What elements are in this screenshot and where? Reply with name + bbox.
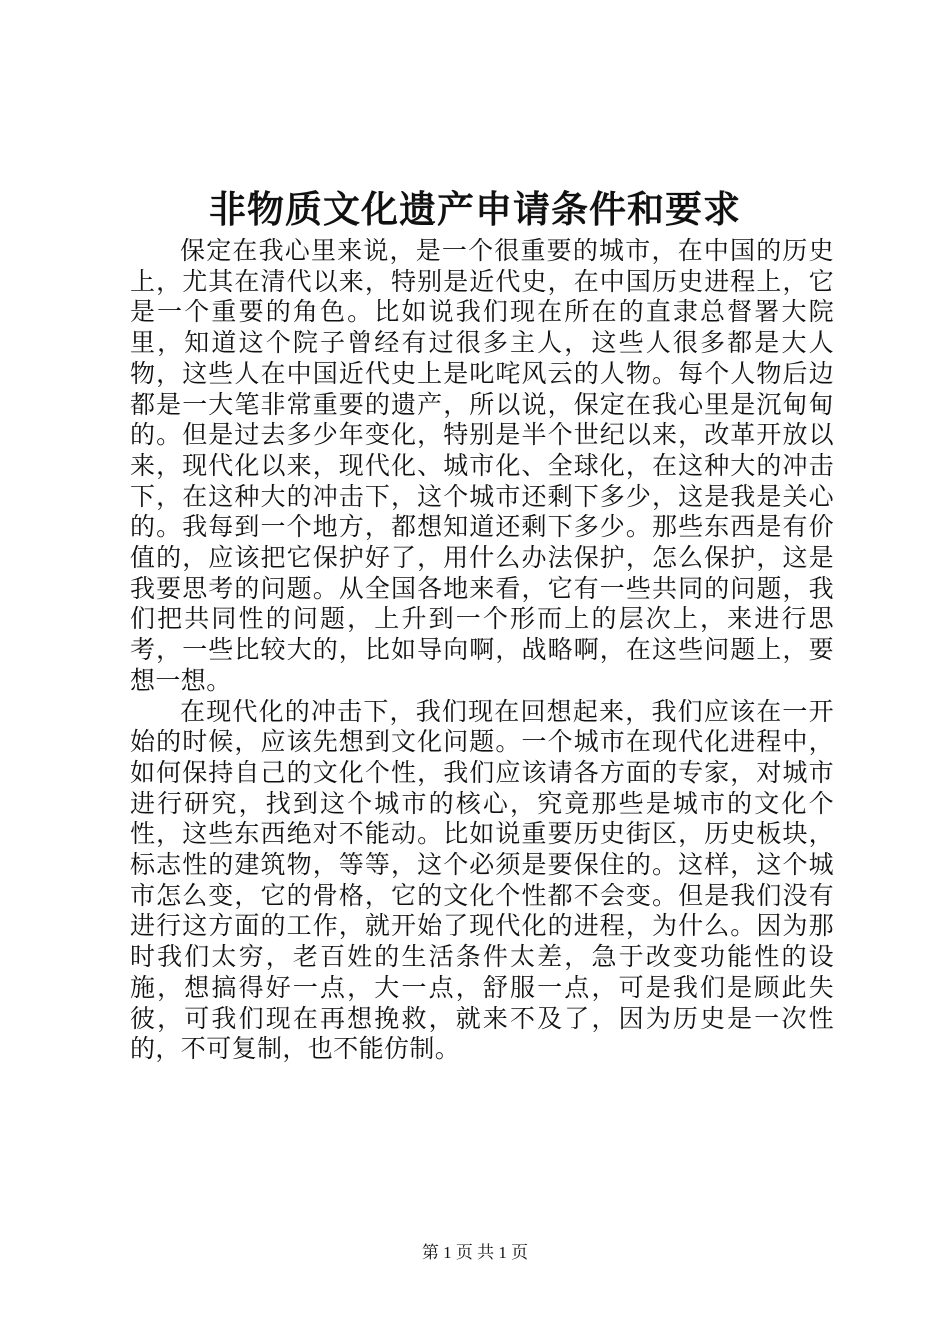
page-total: 共 1 页 (477, 1243, 529, 1262)
document-body (130, 236, 834, 1065)
paragraph-2: 在现代化的冲击下，我们现在回想起来，我们应该在一开始的时候，应该先想到文化问题。一个城市在现代化进程中，如何保持自己的文化个性，我们应该请各方面的专家，对城市进行研究，找到这个城市的核心，究竟那些是城市的文化个性，这些东西绝对不能动。比如说重要历史街区，历史板块，标志性的建筑物，等等，这个必须是要保住的。这样，这个城市怎么变，它的骨格，它的文化个性都不会变。但是我们没有进行这方面的工作，就开始了现代化的进程，为什么。因为那时我们太穷，老百姓的生活条件太差，急于改变功能性的设施，想搞得好一点，大一点，舒服一点，可是我们是顾此失彼，可我们现在再想挽救，就来不及了，因为历史是一次性的，不可复制，也不能仿制。 (130, 696, 834, 1064)
page-number: 第 1 页 (421, 1243, 473, 1262)
page-footer (0, 1238, 950, 1263)
document-title: 非物质文化遗产申请条件和要求 (209, 187, 741, 231)
paragraph-1: 保定在我心里来说，是一个很重要的城市，在中国的历史上，尤其在清代以来，特别是近代史，在中国历史进程上，它是一个重要的角色。比如说我们现在所在的直隶总督署大院里，知道这个院子曾经有过很多主人，这些人很多都是大人物，这些人在中国近代史上是叱咤风云的人物。每个人物后边都是一大笔非常重要的遗产，所以说，保定在我心里是沉甸甸的。但是过去多少年变化，特别是半个世纪以来，改革开放以来，现代化以来，现代化、城市化、全球化，在这种大的冲击下，在这种大的冲击下，这个城市还剩下多少，这是我是关心的。我每到一个地方，都想知道还剩下多少。那些东西是有价值的，应该把它保护好了，用什么办法保护，怎么保护，这是我要思考的问题。从全国各地来看，它有一些共同的问题，我们把共同性的问题，上升到一个形而上的层次上，来进行思考，一些比较大的，比如导向啊，战略啊，在这些问题上，要想一想。 (130, 236, 834, 695)
